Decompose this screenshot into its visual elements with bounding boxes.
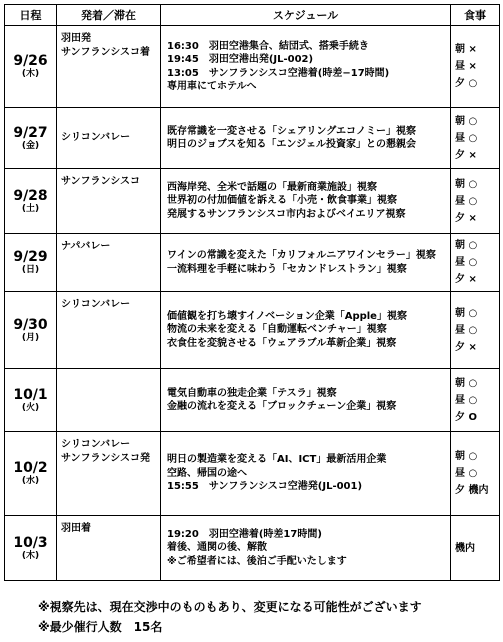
footnotes [38, 597, 422, 637]
table-row [5, 234, 500, 292]
weekday-text: (月) [21, 332, 40, 343]
footnote-line: ※最少催行人数 15名 [38, 620, 163, 634]
meal-line: 朝 ○ [455, 451, 478, 462]
weekday-text: (土) [21, 203, 40, 214]
date-cell [5, 369, 57, 432]
schedule-line: 西海岸発、全米で話題の「最新商業施設」視察 [167, 181, 377, 193]
schedule-line: 一流料理を手軽に味わう「セカンドレストラン」視察 [167, 263, 407, 275]
meal-line: 昼 ○ [455, 468, 478, 479]
schedule-line: ※ご希望者には、後泊ご手配いたします [167, 555, 347, 567]
meal-line: 昼 ○ [455, 324, 478, 336]
schedule-line: 19:20 羽田空港着(時差17時間) [167, 528, 322, 540]
schedule-cell [161, 432, 451, 516]
place-cell [57, 369, 161, 432]
meal-cell [451, 432, 500, 516]
schedule-cell [161, 516, 451, 581]
table-row [5, 26, 500, 108]
header-schedule: スケジュール [161, 5, 451, 26]
meal-cell [451, 108, 500, 169]
meal-cell [451, 292, 500, 369]
meal-line: 夕 × [455, 149, 477, 161]
place-line: サンフランシスコ [61, 176, 140, 187]
date-cell [5, 292, 57, 369]
date-cell [5, 108, 57, 169]
schedule-line: 空路、帰国の途へ [167, 467, 247, 479]
schedule-line: 衣食住を変貌させる「ウェアラブル革新企業」視察 [167, 337, 397, 349]
date-cell [5, 516, 57, 581]
date-cell [5, 432, 57, 516]
schedule-line: 16:30 羽田空港集合、結団式、搭乗手続き [167, 40, 369, 52]
place-line: 羽田発 [61, 33, 91, 44]
place-cell [57, 26, 161, 108]
weekday-text: (火) [21, 402, 40, 413]
table-row [5, 516, 500, 581]
place-line: シリコンバレー [61, 439, 131, 450]
schedule-line: 金融の流れを変える「ブロックチェーン企業」視察 [167, 401, 397, 412]
schedule-line: 15:55 サンフランシスコ空港発(JL-001) [167, 481, 363, 493]
meal-line: 夕 機内 [455, 485, 489, 496]
schedule-line: 着後、通関の後、解散 [167, 542, 267, 554]
schedule-line: 価値観を打ち壊すイノベーション企業「Apple」視察 [167, 310, 407, 322]
weekday-text: (水) [21, 476, 40, 486]
place-cell [57, 516, 161, 581]
schedule-line: ワインの常識を変えた「カリフォルニアワインセラー」視察 [167, 250, 436, 261]
schedule-line: 既存常識を一変させる「シェアリングエコノミー」視察 [167, 125, 416, 137]
itinerary-table [4, 4, 500, 581]
weekday-text: (木) [21, 69, 40, 79]
place-line: サンフランシスコ発 [61, 453, 150, 464]
meal-line: 夕 ○ [455, 78, 478, 89]
meal-line: 夕 × [455, 274, 477, 285]
meal-line: 昼 × [455, 61, 477, 72]
meal-cell [451, 26, 500, 108]
date-text: 9/28 [13, 187, 48, 204]
schedule-line: 物流の未来を変える「自動運転ベンチャー」視察 [167, 324, 387, 336]
weekday-text: (日) [21, 265, 40, 275]
schedule-line: 発展するサンフランシスコ市内およびベイエリア視察 [167, 208, 406, 220]
meal-cell [451, 234, 500, 292]
weekday-text: (金) [21, 140, 40, 151]
date-text: 10/1 [13, 386, 48, 403]
schedule-line: 専用車にてホテルへ [167, 81, 257, 92]
schedule-line: 13:05 サンフランシスコ空港着(時差−17時間) [167, 67, 390, 79]
meal-line: 夕 O [455, 411, 477, 423]
meal-line: 昼 ○ [455, 132, 478, 144]
schedule-line: 19:45 羽田空港出発(JL-002) [167, 54, 314, 65]
place-cell [57, 234, 161, 292]
place-line: シリコンバレー [61, 299, 131, 310]
date-text: 10/2 [13, 460, 48, 476]
meal-line: 昼 ○ [455, 394, 478, 406]
schedule-cell [161, 169, 451, 234]
date-text: 9/27 [13, 124, 48, 141]
meal-line: 朝 ○ [455, 115, 478, 127]
schedule-cell [161, 234, 451, 292]
meal-line: 朝 ○ [455, 377, 478, 389]
meal-line: 朝 × [455, 44, 477, 55]
meal-line: 昼 ○ [455, 195, 478, 207]
date-cell [5, 26, 57, 108]
meal-line: 夕 × [455, 212, 477, 224]
schedule-line: 明日の製造業を変える「AI、ICT」最新活用企業 [167, 454, 387, 466]
meal-line: 昼 ○ [455, 257, 478, 268]
place-line: シリコンバレー [61, 132, 131, 143]
date-text: 10/3 [13, 534, 48, 551]
meal-cell [451, 369, 500, 432]
place-line: 羽田着 [61, 523, 91, 534]
header-date: 日程 [5, 5, 57, 26]
meal-line: 朝 ○ [455, 178, 478, 190]
meal-line: 機内 [455, 542, 475, 554]
date-cell [5, 169, 57, 234]
schedule-line: 世界初の付加価値を訴える「小売・飲食事業」視察 [167, 195, 397, 207]
meal-line: 夕 × [455, 341, 477, 353]
table-row [5, 169, 500, 234]
schedule-cell [161, 369, 451, 432]
schedule-cell [161, 292, 451, 369]
meal-line: 朝 ○ [455, 240, 478, 251]
schedule-cell [161, 108, 451, 169]
table-row [5, 369, 500, 432]
place-line: サンフランシスコ着 [61, 47, 150, 58]
date-text: 9/29 [13, 249, 48, 265]
footnote-line: ※視察先は、現在交渉中のものもあり、変更になる可能性がございます [38, 600, 422, 614]
meal-line: 朝 ○ [455, 307, 478, 319]
header-place: 発着／滞在 [57, 5, 161, 26]
table-row [5, 292, 500, 369]
place-cell [57, 292, 161, 369]
schedule-line: 電気自動車の独走企業「テスラ」視察 [167, 387, 337, 399]
place-cell [57, 108, 161, 169]
date-text: 9/26 [13, 53, 48, 69]
place-cell [57, 432, 161, 516]
table-row [5, 108, 500, 169]
header-row [5, 5, 500, 26]
place-line: ナパバレー [61, 241, 111, 252]
place-cell [57, 169, 161, 234]
header-meals: 食事 [451, 5, 500, 26]
meal-cell [451, 169, 500, 234]
table-row [5, 432, 500, 516]
meal-cell [451, 516, 500, 581]
date-cell [5, 234, 57, 292]
date-text: 9/30 [13, 316, 48, 333]
schedule-line: 明日のジョブスを知る「エンジェル投資家」との懇親会 [167, 139, 416, 150]
schedule-cell [161, 26, 451, 108]
weekday-text: (木) [21, 550, 40, 561]
